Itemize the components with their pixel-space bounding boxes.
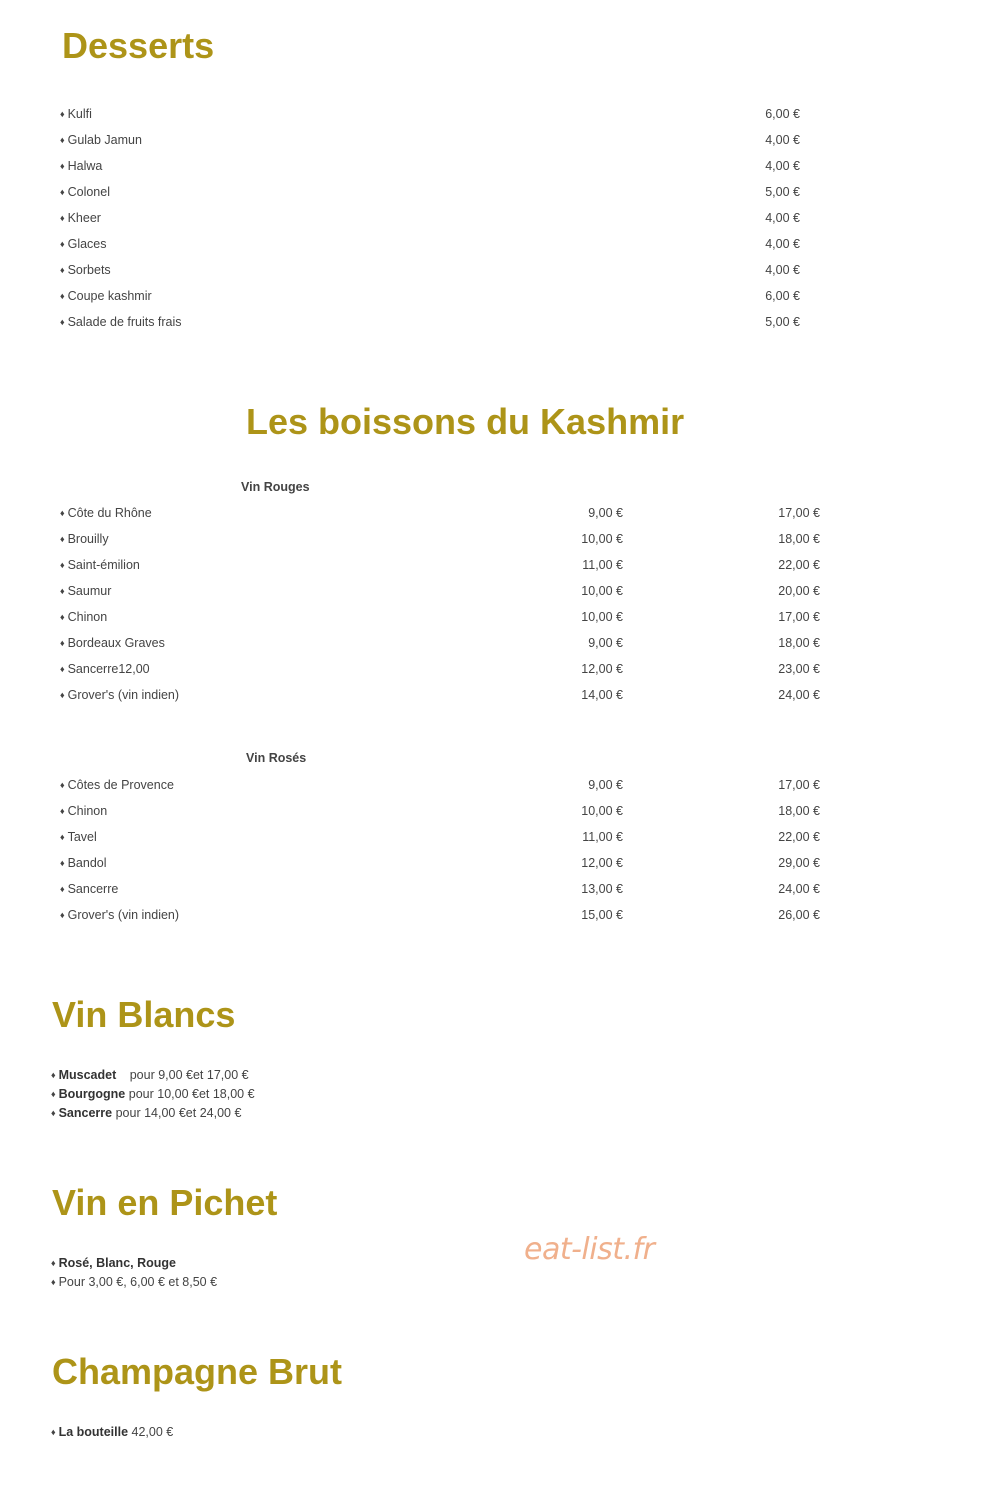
bullet-icon: ♦ <box>51 1258 56 1268</box>
wine-row <box>60 685 840 705</box>
dessert-row <box>60 312 840 332</box>
vin-blancs-title: Vin Blancs <box>52 994 236 1035</box>
boissons-title: Les boissons du Kashmir <box>246 401 685 442</box>
bullet-icon: ♦ <box>60 239 65 249</box>
wine-price-bottle: 18,00 € <box>778 636 820 650</box>
dessert-price: 5,00 € <box>765 315 800 329</box>
dessert-label: Glaces <box>67 237 107 251</box>
wine-price-glass: 10,00 € <box>581 584 623 598</box>
wine-price-glass: 11,00 € <box>582 558 623 572</box>
bullet-icon: ♦ <box>60 638 65 648</box>
bullet-icon: ♦ <box>60 187 65 197</box>
dessert-label: Gulab Jamun <box>67 133 142 147</box>
wine-name <box>60 905 179 926</box>
blanc-name: Muscadet <box>58 1068 117 1082</box>
wine-price-glass: 14,00 € <box>581 688 623 702</box>
vin-pichet-title: Vin en Pichet <box>52 1182 278 1223</box>
dessert-name <box>60 130 142 151</box>
wine-label: Sancerre <box>67 882 119 896</box>
wine-name <box>60 853 107 874</box>
dessert-row <box>60 156 840 176</box>
dessert-price: 4,00 € <box>765 159 800 173</box>
dessert-label: Kulfi <box>67 107 92 121</box>
wine-price-bottle: 29,00 € <box>778 856 820 870</box>
bullet-icon: ♦ <box>51 1427 56 1437</box>
wine-name <box>60 801 107 822</box>
dessert-label: Kheer <box>67 211 101 225</box>
dessert-name <box>60 156 102 177</box>
blanc-line <box>51 1104 241 1124</box>
bullet-icon: ♦ <box>60 109 65 119</box>
wine-row <box>60 659 840 679</box>
bullet-icon: ♦ <box>60 780 65 790</box>
wine-name <box>60 529 109 550</box>
bullet-icon: ♦ <box>60 690 65 700</box>
wine-price-bottle: 23,00 € <box>778 662 820 676</box>
dessert-price: 4,00 € <box>765 133 800 147</box>
dessert-label: Coupe kashmir <box>67 289 152 303</box>
pichet-line-1 <box>51 1254 176 1274</box>
dessert-label: Sorbets <box>67 263 111 277</box>
bullet-icon: ♦ <box>51 1108 56 1118</box>
wine-name <box>60 555 140 576</box>
dessert-label: Colonel <box>67 185 110 199</box>
dessert-row <box>60 260 840 280</box>
wine-price-glass: 12,00 € <box>581 662 623 676</box>
champagne-name: La bouteille <box>58 1425 129 1439</box>
bullet-icon: ♦ <box>60 612 65 622</box>
wine-price-glass: 10,00 € <box>581 610 623 624</box>
pichet-colors: Rosé, Blanc, Rouge <box>58 1256 176 1270</box>
vin-rouges-label: Vin Rouges <box>241 480 310 494</box>
dessert-row <box>60 234 840 254</box>
bullet-icon: ♦ <box>60 161 65 171</box>
blanc-line <box>51 1066 249 1086</box>
dessert-name <box>60 260 111 281</box>
dessert-row <box>60 286 840 306</box>
wine-name <box>60 581 111 602</box>
dessert-row <box>60 130 840 150</box>
wine-price-bottle: 17,00 € <box>778 610 820 624</box>
dessert-name <box>60 234 107 255</box>
wine-name <box>60 607 107 628</box>
wine-price-glass: 15,00 € <box>581 908 623 922</box>
wine-row <box>60 503 840 523</box>
wine-label: Bandol <box>67 856 107 870</box>
wine-row <box>60 801 840 821</box>
dessert-name <box>60 208 101 229</box>
dessert-name <box>60 312 182 333</box>
wine-label: Tavel <box>67 830 97 844</box>
bullet-icon: ♦ <box>60 213 65 223</box>
dessert-label: Salade de fruits frais <box>67 315 182 329</box>
wine-price-glass: 10,00 € <box>581 532 623 546</box>
wine-price-glass: 12,00 € <box>581 856 623 870</box>
dessert-price: 6,00 € <box>765 107 800 121</box>
wine-label: Chinon <box>67 804 108 818</box>
wine-price-glass: 9,00 € <box>588 506 623 520</box>
wine-price-bottle: 26,00 € <box>778 908 820 922</box>
wine-row <box>60 905 840 925</box>
bullet-icon: ♦ <box>51 1089 56 1099</box>
wine-name <box>60 659 150 680</box>
bullet-icon: ♦ <box>51 1277 56 1287</box>
wine-row <box>60 775 840 795</box>
blanc-price: pour 14,00 €et 24,00 € <box>115 1106 242 1120</box>
bullet-icon: ♦ <box>60 560 65 570</box>
wine-label: Saumur <box>67 584 112 598</box>
blanc-name: Bourgogne <box>58 1087 126 1101</box>
dessert-name <box>60 286 152 307</box>
bullet-icon: ♦ <box>60 832 65 842</box>
bullet-icon: ♦ <box>60 265 65 275</box>
bullet-icon: ♦ <box>60 858 65 868</box>
dessert-row <box>60 182 840 202</box>
bullet-icon: ♦ <box>60 317 65 327</box>
bullet-icon: ♦ <box>60 806 65 816</box>
dessert-price: 4,00 € <box>765 237 800 251</box>
champagne-title: Champagne Brut <box>52 1351 343 1392</box>
wine-price-bottle: 24,00 € <box>778 882 820 896</box>
dessert-name <box>60 104 92 125</box>
wine-price-bottle: 20,00 € <box>778 584 820 598</box>
wine-label: Côtes de Provence <box>67 778 174 792</box>
pichet-line-2 <box>51 1273 217 1293</box>
dessert-price: 6,00 € <box>765 289 800 303</box>
bullet-icon: ♦ <box>60 664 65 674</box>
wine-name <box>60 633 165 654</box>
bullet-icon: ♦ <box>51 1070 56 1080</box>
wine-row <box>60 853 840 873</box>
champagne-line <box>51 1423 173 1443</box>
wine-label: Côte du Rhône <box>67 506 152 520</box>
bullet-icon: ♦ <box>60 884 65 894</box>
wine-price-bottle: 17,00 € <box>778 778 820 792</box>
wine-price-glass: 10,00 € <box>581 804 623 818</box>
bullet-icon: ♦ <box>60 508 65 518</box>
bullet-icon: ♦ <box>60 291 65 301</box>
bullet-icon: ♦ <box>60 135 65 145</box>
wine-row <box>60 633 840 653</box>
wine-label: Saint-émilion <box>67 558 140 572</box>
blanc-price: pour 9,00 €et 17,00 € <box>129 1068 249 1082</box>
wine-price-glass: 13,00 € <box>581 882 623 896</box>
wine-row <box>60 529 840 549</box>
wine-label: Sancerre12,00 <box>67 662 150 676</box>
dessert-price: 4,00 € <box>765 211 800 225</box>
dessert-price: 4,00 € <box>765 263 800 277</box>
dessert-price: 5,00 € <box>765 185 800 199</box>
wine-row <box>60 827 840 847</box>
wine-name <box>60 775 174 796</box>
dessert-name <box>60 182 110 203</box>
wine-label: Grover's (vin indien) <box>67 688 180 702</box>
desserts-title: Desserts <box>62 25 215 66</box>
wine-price-glass: 9,00 € <box>588 778 623 792</box>
wine-price-bottle: 18,00 € <box>778 532 820 546</box>
wine-row <box>60 607 840 627</box>
pichet-prices: Pour 3,00 €, 6,00 € et 8,50 € <box>58 1275 218 1289</box>
wine-name <box>60 879 118 900</box>
dessert-row <box>60 104 840 124</box>
wine-label: Brouilly <box>67 532 109 546</box>
wine-name <box>60 503 152 524</box>
dessert-label: Halwa <box>67 159 103 173</box>
wine-row <box>60 581 840 601</box>
wine-row <box>60 879 840 899</box>
wine-label: Chinon <box>67 610 108 624</box>
wine-price-bottle: 22,00 € <box>778 558 820 572</box>
vin-roses-label: Vin Rosés <box>246 751 307 765</box>
wine-price-glass: 9,00 € <box>588 636 623 650</box>
blanc-price: pour 10,00 €et 18,00 € <box>128 1087 255 1101</box>
wine-price-bottle: 17,00 € <box>778 506 820 520</box>
wine-name <box>60 827 97 848</box>
bullet-icon: ♦ <box>60 910 65 920</box>
dessert-row <box>60 208 840 228</box>
champagne-price: 42,00 € <box>131 1425 174 1439</box>
wine-label: Grover's (vin indien) <box>67 908 180 922</box>
blanc-line <box>51 1085 255 1105</box>
wine-price-glass: 11,00 € <box>582 830 623 844</box>
bullet-icon: ♦ <box>60 586 65 596</box>
bullet-icon: ♦ <box>60 534 65 544</box>
wine-label: Bordeaux Graves <box>67 636 165 650</box>
watermark-logo: eat-list.fr <box>524 1232 655 1267</box>
wine-price-bottle: 22,00 € <box>778 830 820 844</box>
wine-price-bottle: 18,00 € <box>778 804 820 818</box>
wine-name <box>60 685 179 706</box>
wine-price-bottle: 24,00 € <box>778 688 820 702</box>
wine-row <box>60 555 840 575</box>
blanc-name: Sancerre <box>58 1106 113 1120</box>
